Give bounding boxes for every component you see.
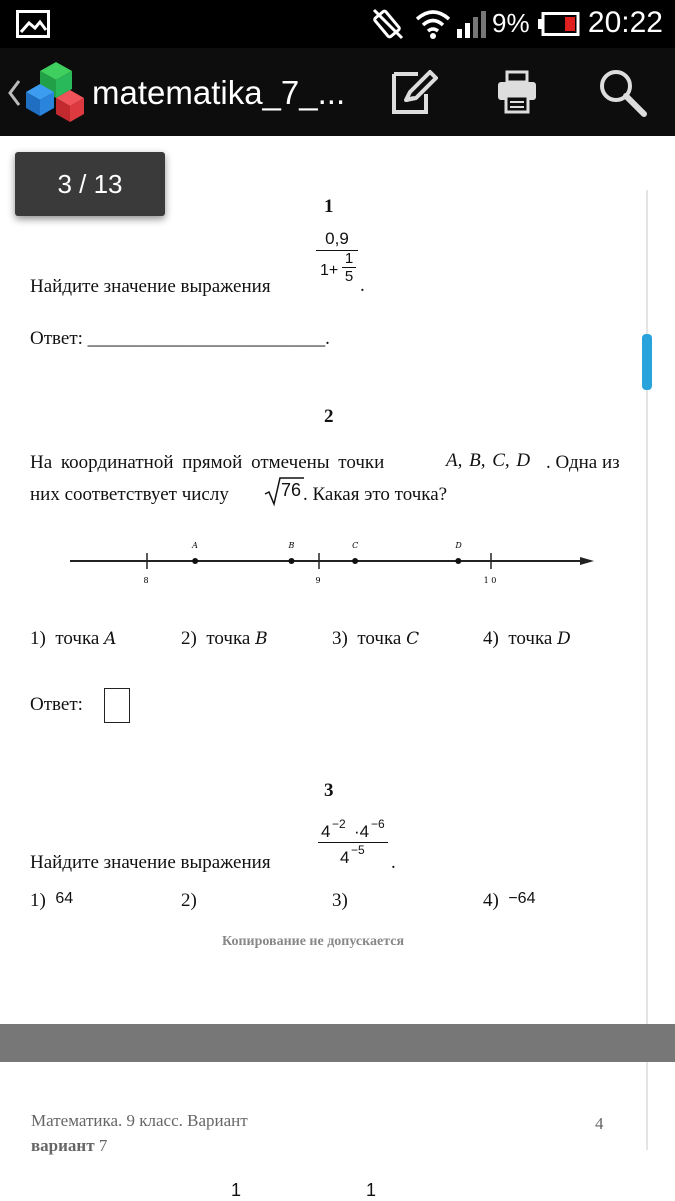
option-value: −64	[508, 890, 536, 907]
option-number: 4)	[483, 890, 499, 911]
edit-icon[interactable]	[390, 68, 438, 116]
app-bar	[0, 48, 675, 136]
fraction-denominator-prefix: 1+	[320, 262, 339, 279]
document-title: matematika_7_...	[92, 74, 346, 111]
question-3-text: Найдите значение выражения	[30, 852, 271, 873]
axis-tick-label: 9	[315, 576, 321, 585]
option-word: точка	[55, 628, 100, 649]
axis-point-label: B	[288, 541, 295, 550]
times-four: ·4	[354, 822, 370, 841]
option-letter: B	[255, 629, 268, 649]
answer-box[interactable]	[104, 688, 130, 723]
question-2-number: 2	[324, 406, 334, 427]
axis-point-label: D	[455, 541, 462, 550]
question-2-line1: На координатной прямой отмечены точки	[30, 452, 385, 473]
exponent-two: −6	[371, 817, 385, 831]
scroll-thumb[interactable]	[642, 334, 652, 390]
option-word: точка	[357, 628, 402, 649]
question-1-end: .	[360, 275, 365, 296]
cell-signal-icon	[456, 9, 486, 39]
axis-point	[192, 558, 198, 564]
axis-point-label: C	[352, 541, 359, 550]
option-letter: D	[557, 629, 571, 649]
question-2-line2-end: . Какая это точка?	[303, 484, 448, 505]
question-1-answer-label: Ответ: _________________________.	[30, 328, 330, 349]
question-2-point-letters: A, B, C, D	[446, 450, 531, 471]
footer-variant-number: 7	[98, 1136, 108, 1155]
option-word: точка	[508, 628, 553, 649]
screen-rotation-icon	[370, 6, 406, 42]
footer-line2	[31, 1136, 107, 1156]
axis-tick-label: 1 0	[483, 576, 497, 585]
page-indicator: 3 / 13	[15, 152, 165, 216]
inner-fraction-numerator: 1	[342, 250, 356, 268]
axis-point	[352, 558, 358, 564]
square-root-value: 76	[281, 480, 302, 500]
footer-line1: Математика. 9 класс. Вариант	[31, 1111, 248, 1130]
exponent-one: −2	[332, 817, 346, 831]
battery-icon	[538, 12, 580, 36]
copy-watermark: Копирование не допускается	[222, 934, 405, 949]
axis-arrow	[580, 557, 594, 565]
question-3-end: .	[391, 852, 396, 873]
option-number: 2)	[181, 628, 197, 649]
page-separator	[0, 1024, 675, 1062]
wifi-icon	[414, 8, 452, 40]
option-number: 2)	[181, 890, 197, 911]
question-2-option[interactable]	[30, 628, 116, 650]
option-value: 64	[55, 890, 74, 907]
footer-variant-word: вариант	[31, 1136, 95, 1155]
question-2-option[interactable]	[332, 628, 419, 650]
footer-page-number: 4	[595, 1114, 604, 1133]
axis-point-label: A	[192, 541, 198, 550]
option-letter: C	[406, 629, 420, 649]
print-icon[interactable]	[496, 70, 538, 114]
gallery-notification-icon	[16, 10, 50, 38]
question-2-line1-end: . Одна из	[546, 452, 620, 473]
option-number: 3)	[332, 628, 348, 649]
status-bar	[0, 0, 675, 48]
axis-point	[455, 558, 461, 564]
option-number: 1)	[30, 628, 46, 649]
question-3-option[interactable]	[483, 890, 535, 912]
question-3-denominator	[338, 843, 378, 870]
axis-point	[288, 558, 294, 564]
question-3-option[interactable]	[332, 890, 353, 912]
search-icon[interactable]	[598, 68, 648, 118]
denominator-base: 4	[340, 848, 350, 867]
question-1-fraction	[316, 229, 358, 251]
axis-tick-label: 8	[143, 576, 149, 585]
next-page-peek-2: 1	[366, 1180, 377, 1200]
back-chevron-icon[interactable]	[6, 78, 22, 108]
question-1-text: Найдите значение выражения	[30, 276, 271, 297]
option-number: 4)	[483, 628, 499, 649]
app-logo-icon[interactable]	[24, 60, 88, 124]
question-2-answer-label: Ответ:	[30, 694, 83, 715]
question-1-number: 1	[324, 196, 334, 217]
clock: 20:22	[587, 6, 663, 39]
inner-fraction-denominator: 5	[344, 268, 354, 285]
question-2-line2-start: них соответствует числу	[30, 484, 229, 505]
question-2-option[interactable]	[483, 628, 571, 650]
option-number: 1)	[30, 890, 46, 911]
denominator-exponent: −5	[351, 843, 365, 857]
fraction-numerator: 0,9	[316, 229, 358, 251]
question-2-option[interactable]	[181, 628, 268, 650]
option-letter: A	[104, 629, 117, 649]
option-number: 3)	[332, 890, 348, 911]
base-four: 4	[321, 822, 331, 841]
battery-percent: 9%	[492, 8, 530, 38]
question-3-number: 3	[324, 780, 334, 801]
coordinate-line	[0, 530, 640, 600]
next-page-peek-1: 1	[231, 1180, 242, 1200]
question-3-option[interactable]	[181, 890, 202, 912]
inner-fraction	[342, 250, 356, 286]
option-word: точка	[206, 628, 251, 649]
question-3-option[interactable]	[30, 890, 73, 912]
question-3-numerator	[318, 818, 388, 843]
